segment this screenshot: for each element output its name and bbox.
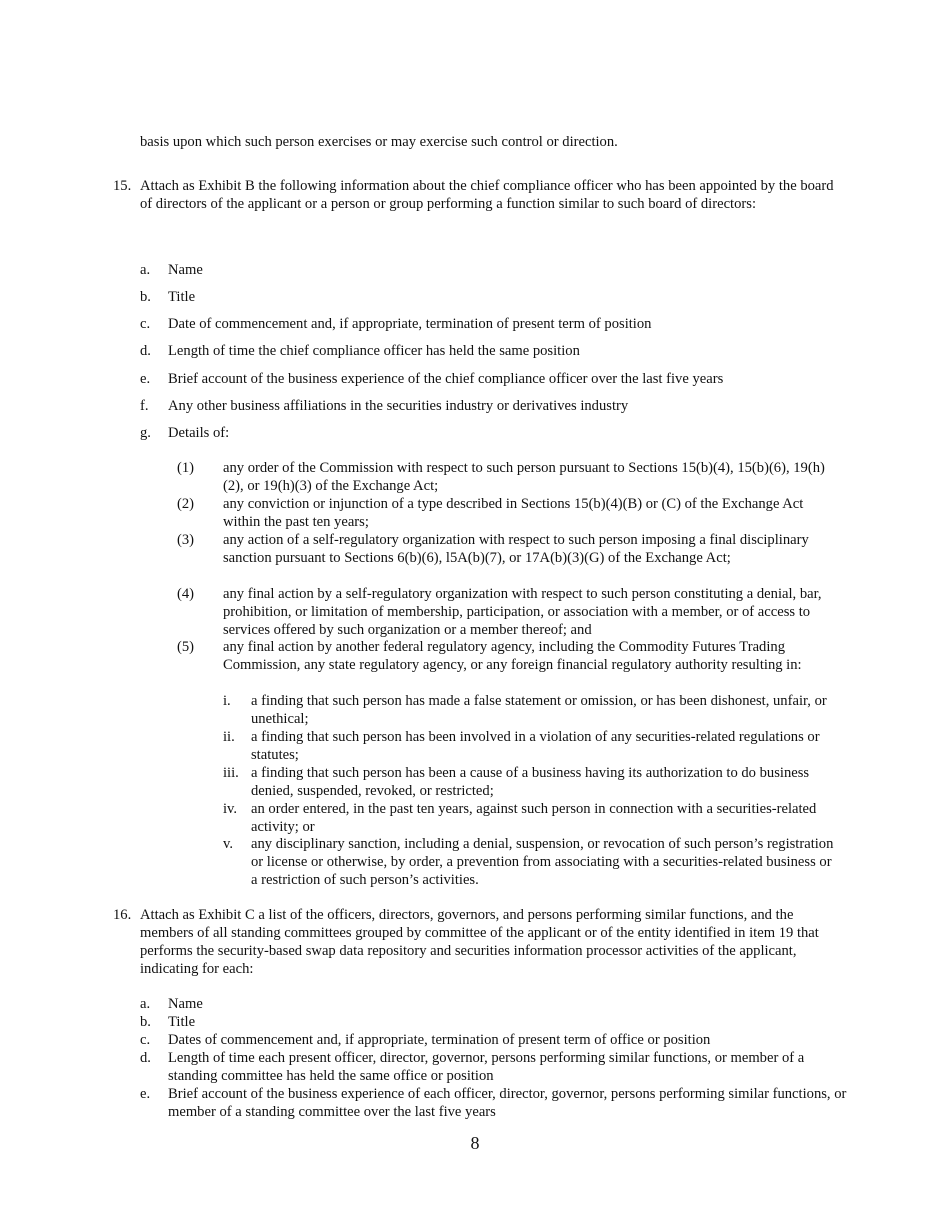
finding-text-iv: an order entered, in the past ten years, against such person in connection with a securities-related activity; or <box>251 801 817 835</box>
item-15-sub-letter-e: e. <box>140 371 151 387</box>
detail-number-5: (5) <box>177 639 195 655</box>
item-15-sub-text-f: Any other business affiliations in the securities industry or derivatives industry <box>168 398 629 414</box>
detail-text-4: any final action by a self-regulatory organization with respect to such person constituting a denial, bar, prohibition, or limitation of membership, participation, or association with a member, or of access to services offered by such organization or a member thereof; and <box>223 586 822 638</box>
item-16-sub-letter-b: b. <box>140 1014 151 1030</box>
item-15-sub-text-g: Details of: <box>168 425 230 441</box>
item-15-sub-letter-d: d. <box>140 343 151 359</box>
item-15-sub-letter-f: f. <box>140 398 149 414</box>
detail-text-1: any order of the Commission with respect to such person pursuant to Sections 15(b)(4), 15(b)(6), 19(h)(2), or 19(h)(3) of the Exchange Act; <box>223 460 825 494</box>
detail-number-2: (2) <box>177 496 195 512</box>
item-16-sub-letter-a: a. <box>140 996 151 1012</box>
item-15-sub-text-c: Date of commencement and, if appropriate, termination of present term of position <box>168 316 652 332</box>
item-15-sub-text-b: Title <box>168 289 196 305</box>
finding-roman-iii: iii. <box>223 765 239 781</box>
finding-text-i: a finding that such person has made a false statement or omission, or has been dishonest, unfair, or unethical; <box>251 693 827 727</box>
detail-text-5: any final action by another federal regulatory agency, including the Commodity Futures Trading Commission, any state regulatory agency, or any foreign financial regulatory authority resulting in: <box>223 639 802 673</box>
item-16-sub-letter-c: c. <box>140 1032 151 1048</box>
item-15-sub-letter-c: c. <box>140 316 151 332</box>
item-15-sub-letter-g: g. <box>140 425 151 441</box>
item-16-sub-text-a: Name <box>168 996 203 1012</box>
item-16-text: Attach as Exhibit C a list of the officers, directors, governors, and persons performing similar functions, and the members of all standing committees grouped by committee of the applicant or of the entity identified in item 19 that performs the security-based swap data repository and securities information processor activities of the applicant, indicating for each: <box>140 907 819 977</box>
item-15-sub-text-e: Brief account of the business experience of the chief compliance officer over the last five years <box>168 371 724 387</box>
item-16-sub-text-c: Dates of commencement and, if appropriate, termination of present term of office or position <box>168 1032 711 1048</box>
item-15-number: 15. <box>113 178 132 194</box>
finding-text-iii: a finding that such person has been a cause of a business having its authorization to do business denied, suspended, revoked, or restricted; <box>251 765 810 799</box>
intro-line: basis upon which such person exercises or may exercise such control or direction. <box>140 134 618 150</box>
finding-roman-v: v. <box>223 836 233 852</box>
item-16-sub-text-b: Title <box>168 1014 196 1030</box>
finding-roman-ii: ii. <box>223 729 235 745</box>
item-15-sub-letter-a: a. <box>140 262 151 278</box>
item-16-number: 16. <box>113 907 132 923</box>
finding-roman-i: i. <box>223 693 231 709</box>
item-16-sub-text-e: Brief account of the business experience of each officer, director, governor, persons performing similar functions, or member of a standing committee over the last five years <box>168 1086 847 1120</box>
finding-roman-iv: iv. <box>223 801 238 817</box>
detail-number-1: (1) <box>177 460 195 476</box>
item-16-sub-text-d: Length of time each present officer, director, governor, persons performing similar functions, or member of a standing committee has held the same office or position <box>168 1050 805 1084</box>
detail-number-4: (4) <box>177 586 195 602</box>
finding-text-ii: a finding that such person has been involved in a violation of any securities-related regulations or statutes; <box>251 729 820 763</box>
item-16-sub-letter-e: e. <box>140 1086 151 1102</box>
item-16-sub-letter-d: d. <box>140 1050 151 1066</box>
item-15-sub-text-d: Length of time the chief compliance officer has held the same position <box>168 343 580 359</box>
item-15-sub-letter-b: b. <box>140 289 151 305</box>
item-15-text: Attach as Exhibit B the following information about the chief compliance officer who has been appointed by the board of directors of the applicant or a person or group performing a function similar to such board of directors: <box>140 178 834 212</box>
detail-text-2: any conviction or injunction of a type described in Sections 15(b)(4)(B) or (C) of the Exchange Act within the past ten years; <box>223 496 804 530</box>
finding-text-v: any disciplinary sanction, including a denial, suspension, or revocation of such person’s registration or license or otherwise, by order, a prevention from associating with a securities-related business or a restriction of such person’s activities. <box>251 836 834 888</box>
detail-text-3: any action of a self-regulatory organization with respect to such person imposing a final disciplinary sanction pursuant to Sections 6(b)(6), l5A(b)(7), or 17A(b)(3)(G) of the Exchange Act; <box>223 532 809 566</box>
detail-number-3: (3) <box>177 532 195 548</box>
item-15-sub-text-a: Name <box>168 262 203 278</box>
page-number: 8 <box>470 1133 480 1153</box>
